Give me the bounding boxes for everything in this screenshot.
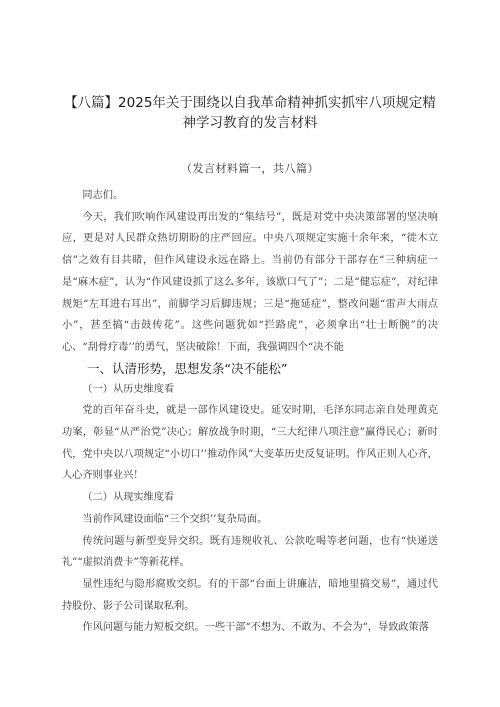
subsection-1-paragraph: 党的百年奋斗史，就是一部作风建设史。延安时期，毛泽东同志亲自处理黄克功案，彰显“从严治党”决心；解放战争时期，“三大纪律八项注意”赢得民心；新时代，党中央以八项规定“小切口’’推动作风”大变革历史反复证明。作风正则人心齐，人心齐则事业兴！: [62, 405, 438, 482]
subsection-2-paragraph-4: 作风问题与能力短板交织。一些干部“不想为、不敢为、不会为“，导致政策落: [82, 622, 429, 634]
document-title: [62, 93, 438, 133]
document-subtitle: （发言材料篇一，共八篇）: [181, 162, 319, 175]
subsection-1-heading: （一）从历史维度看: [82, 383, 175, 395]
section-1-heading: 一、认清形势，思想发条“决不能松”: [87, 360, 288, 376]
document-body: [62, 185, 438, 639]
title-line-1: 【八篇】2025年关于围绕以自我革命精神抓实抓牢八项规定精: [64, 95, 436, 111]
subsection-2-paragraph-2: 传统问题与新型变异交织。既有违规收礼、公款吃喝等老问题，也有“快递送礼”“虚拟消费卡”等新花样。: [62, 535, 438, 569]
title-line-2: 神学习教育的发言材料: [182, 115, 318, 131]
salutation: 同志们。: [82, 190, 124, 201]
subsection-2-heading: （二）从现实维度看: [82, 492, 175, 504]
subsection-2-paragraph-1: 当前作风建设面临“三个交织’’复杂局面。: [82, 513, 268, 525]
subsection-2-paragraph-3: 显性违纪与隐形腐败交织。有的干部“台面上讲廉洁，暗地里搞交易”，通过代持股份、影子公司谋取私利。: [62, 578, 438, 612]
intro-paragraph: 今天，我们吹响作风建设再出发的“集结号”，既是对党中央决策部署的坚决响应，更是对人民群众热切期盼的庄严回应。中央八项规定实施十余年来，“徙木立信”之效有目共睹，但作风建设永远在路上。当前仍有部分干部存在“三种病症一是“麻木症”，认为“作风建设抓了这么多年，该歇口气了”；二是“健忘症”，对纪律规矩“左耳进右耳出”，前脚学习后脚违规；三是“拖延症”，整改问题“雷声大雨点小”，甚至搞“击鼓传花”。这些问题犹如“拦路虎”，必须拿出“壮士断腕”的决心、“刮骨疗毒’’的勇气，坚决破除！下面，我强调四个“决不能: [62, 211, 438, 353]
